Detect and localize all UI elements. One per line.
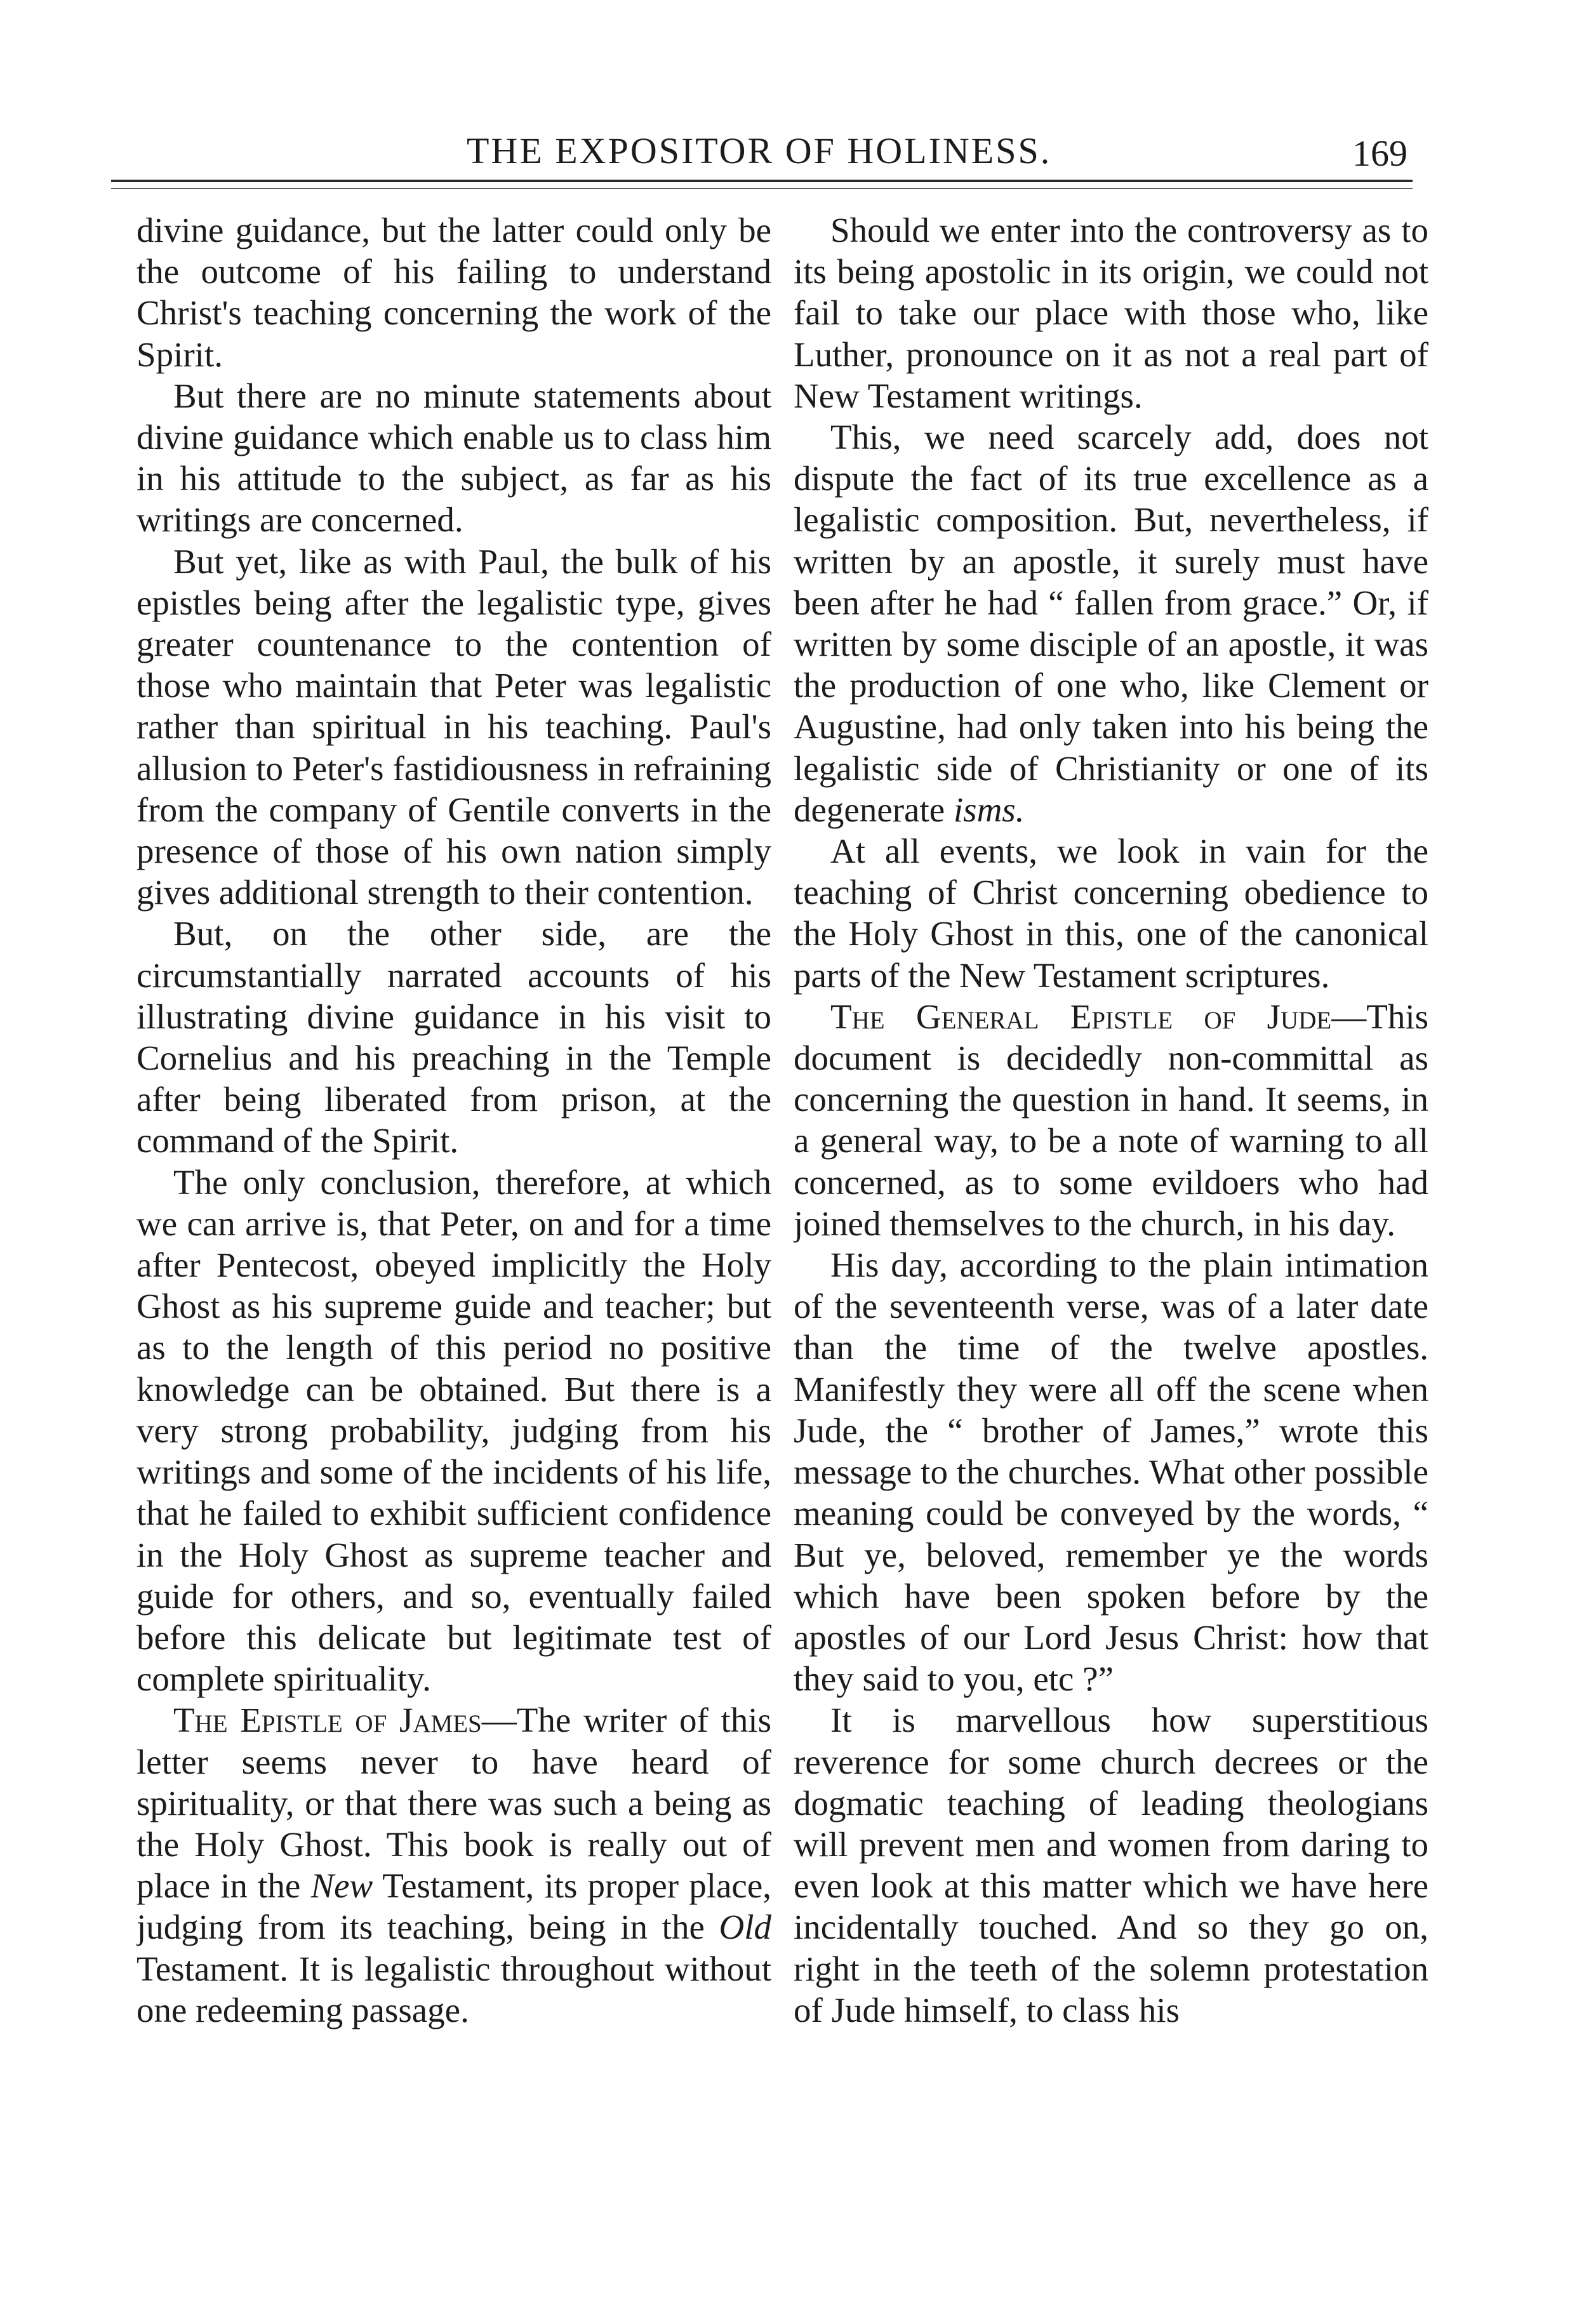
italic-word: New — [310, 1866, 373, 1906]
paragraph: Should we enter into the controversy as to its being apostolic in its origin, we could not fail to take our place with those who, like Luther, pronounce on it as not a real part of New Testament writings. — [794, 211, 1428, 415]
section-heading: The General Epistle of Jude — [830, 997, 1332, 1036]
paragraph-text: —This document is decidedly non-committal as concerning the question in hand. It seems, in a general way, to be a note of warning to all concerned, as to some evildoers who had joined themselves to the church, in his day. — [794, 997, 1428, 1243]
running-title: THE EXPOSITOR OF HOLINESS. — [467, 130, 1052, 171]
page-number: 169 — [1352, 133, 1407, 174]
right-column — [794, 209, 1428, 2203]
paragraph-epistle-of-james — [136, 1699, 771, 2031]
paragraph: His day, according to the plain intimation of the seventeenth verse, was of a later date than the time of the twelve apostles. Manifestly they were all off the scene when Jude, the “ brother of James,” wrote this message to the churches. What other possible meaning could be conveyed by the words, “ But ye, beloved, remember ye the words which have been spoken before by the apostles of our Lord Jesus Christ: how that they said to you, etc ?” — [794, 1245, 1428, 1699]
paragraph-text: Testament, its proper place, judging from its teaching, being in the — [136, 1866, 771, 1947]
paragraph: At all events, we look in vain for the teaching of Christ concerning obedience to the Holy Ghost in this, one of the canonical parts of the New Testament scriptures. — [794, 832, 1428, 995]
italic-word: isms. — [953, 790, 1025, 829]
paragraph: It is marvellous how superstitious reverence for some church decrees or the dogmatic teaching of leading theologians will prevent men and women from daring to even look at this matter which we have here incidentally touched. And so they go on, right in the teeth of the solemn protestation of Jude himself, to class his — [794, 1701, 1428, 2029]
section-heading: The Epistle of James — [173, 1701, 482, 1740]
header-rule-secondary — [111, 188, 1413, 189]
paragraph: The only conclusion, therefore, at which we can arrive is, that Peter, on and for a time after Pentecost, obeyed implicitly the Holy Ghost as his supreme guide and teacher; but as to the length of this period no positive knowledge can be obtained. But there is a very strong probability, judging from his writings and some of the incidents of his life, that he failed to exhibit sufficient confidence in the Holy Ghost as supreme teacher and guide for others, and so, eventually failed before this delicate but legitimate test of complete spirituality. — [136, 1162, 771, 1699]
paragraph-text: This, we need scarcely add, does not dispute the fact of its true excellence as a legalistic composition. But, nevertheless, if written by an apostle, it surely must have been after he had “ fallen from grace.” Or, if written by some disciple of an apostle, it was the production of one who, like Clement or Augustine, had only taken into his being the legalistic side of Christianity or one of its degenerate — [794, 418, 1428, 829]
paragraph — [794, 416, 1428, 830]
paragraph: But there are no minute statements about divine guidance which enable us to class him in his attitude to the subject, as far as his writings are concerned. — [136, 376, 771, 540]
left-column — [136, 209, 771, 2203]
italic-word: Old — [719, 1908, 771, 1947]
paragraph: But, on the other side, are the circumstantially narrated accounts of his illustrating divine guidance in his visit to Cornelius and his preaching in the Temple after being liberated from prison, at the command of the Spirit. — [136, 914, 771, 1160]
paragraph-text: —The writer of this letter seems never to have heard of spirituality, or that there was such a being as the Holy Ghost. This book is really out of place in the — [136, 1701, 771, 1906]
header-rule — [111, 180, 1413, 182]
page-header — [111, 124, 1413, 175]
paragraph: divine guidance, but the latter could only be the outcome of his failing to understand Christ's teaching concerning the work of the Spirit. — [136, 211, 771, 374]
paragraph-epistle-of-jude — [794, 996, 1428, 1244]
paragraph-text: Testament. It is legalistic throughout without one redeeming passage. — [136, 1949, 771, 2029]
paragraph: But yet, like as with Paul, the bulk of his epistles being after the legalistic type, gives greater countenance to the contention of those who maintain that Peter was legalistic rather than spiritual in his teaching. Paul's allusion to Peter's fastidiousness in refraining from the company of Gentile converts in the presence of those of his own nation simply gives additional strength to their contention. — [136, 541, 771, 912]
